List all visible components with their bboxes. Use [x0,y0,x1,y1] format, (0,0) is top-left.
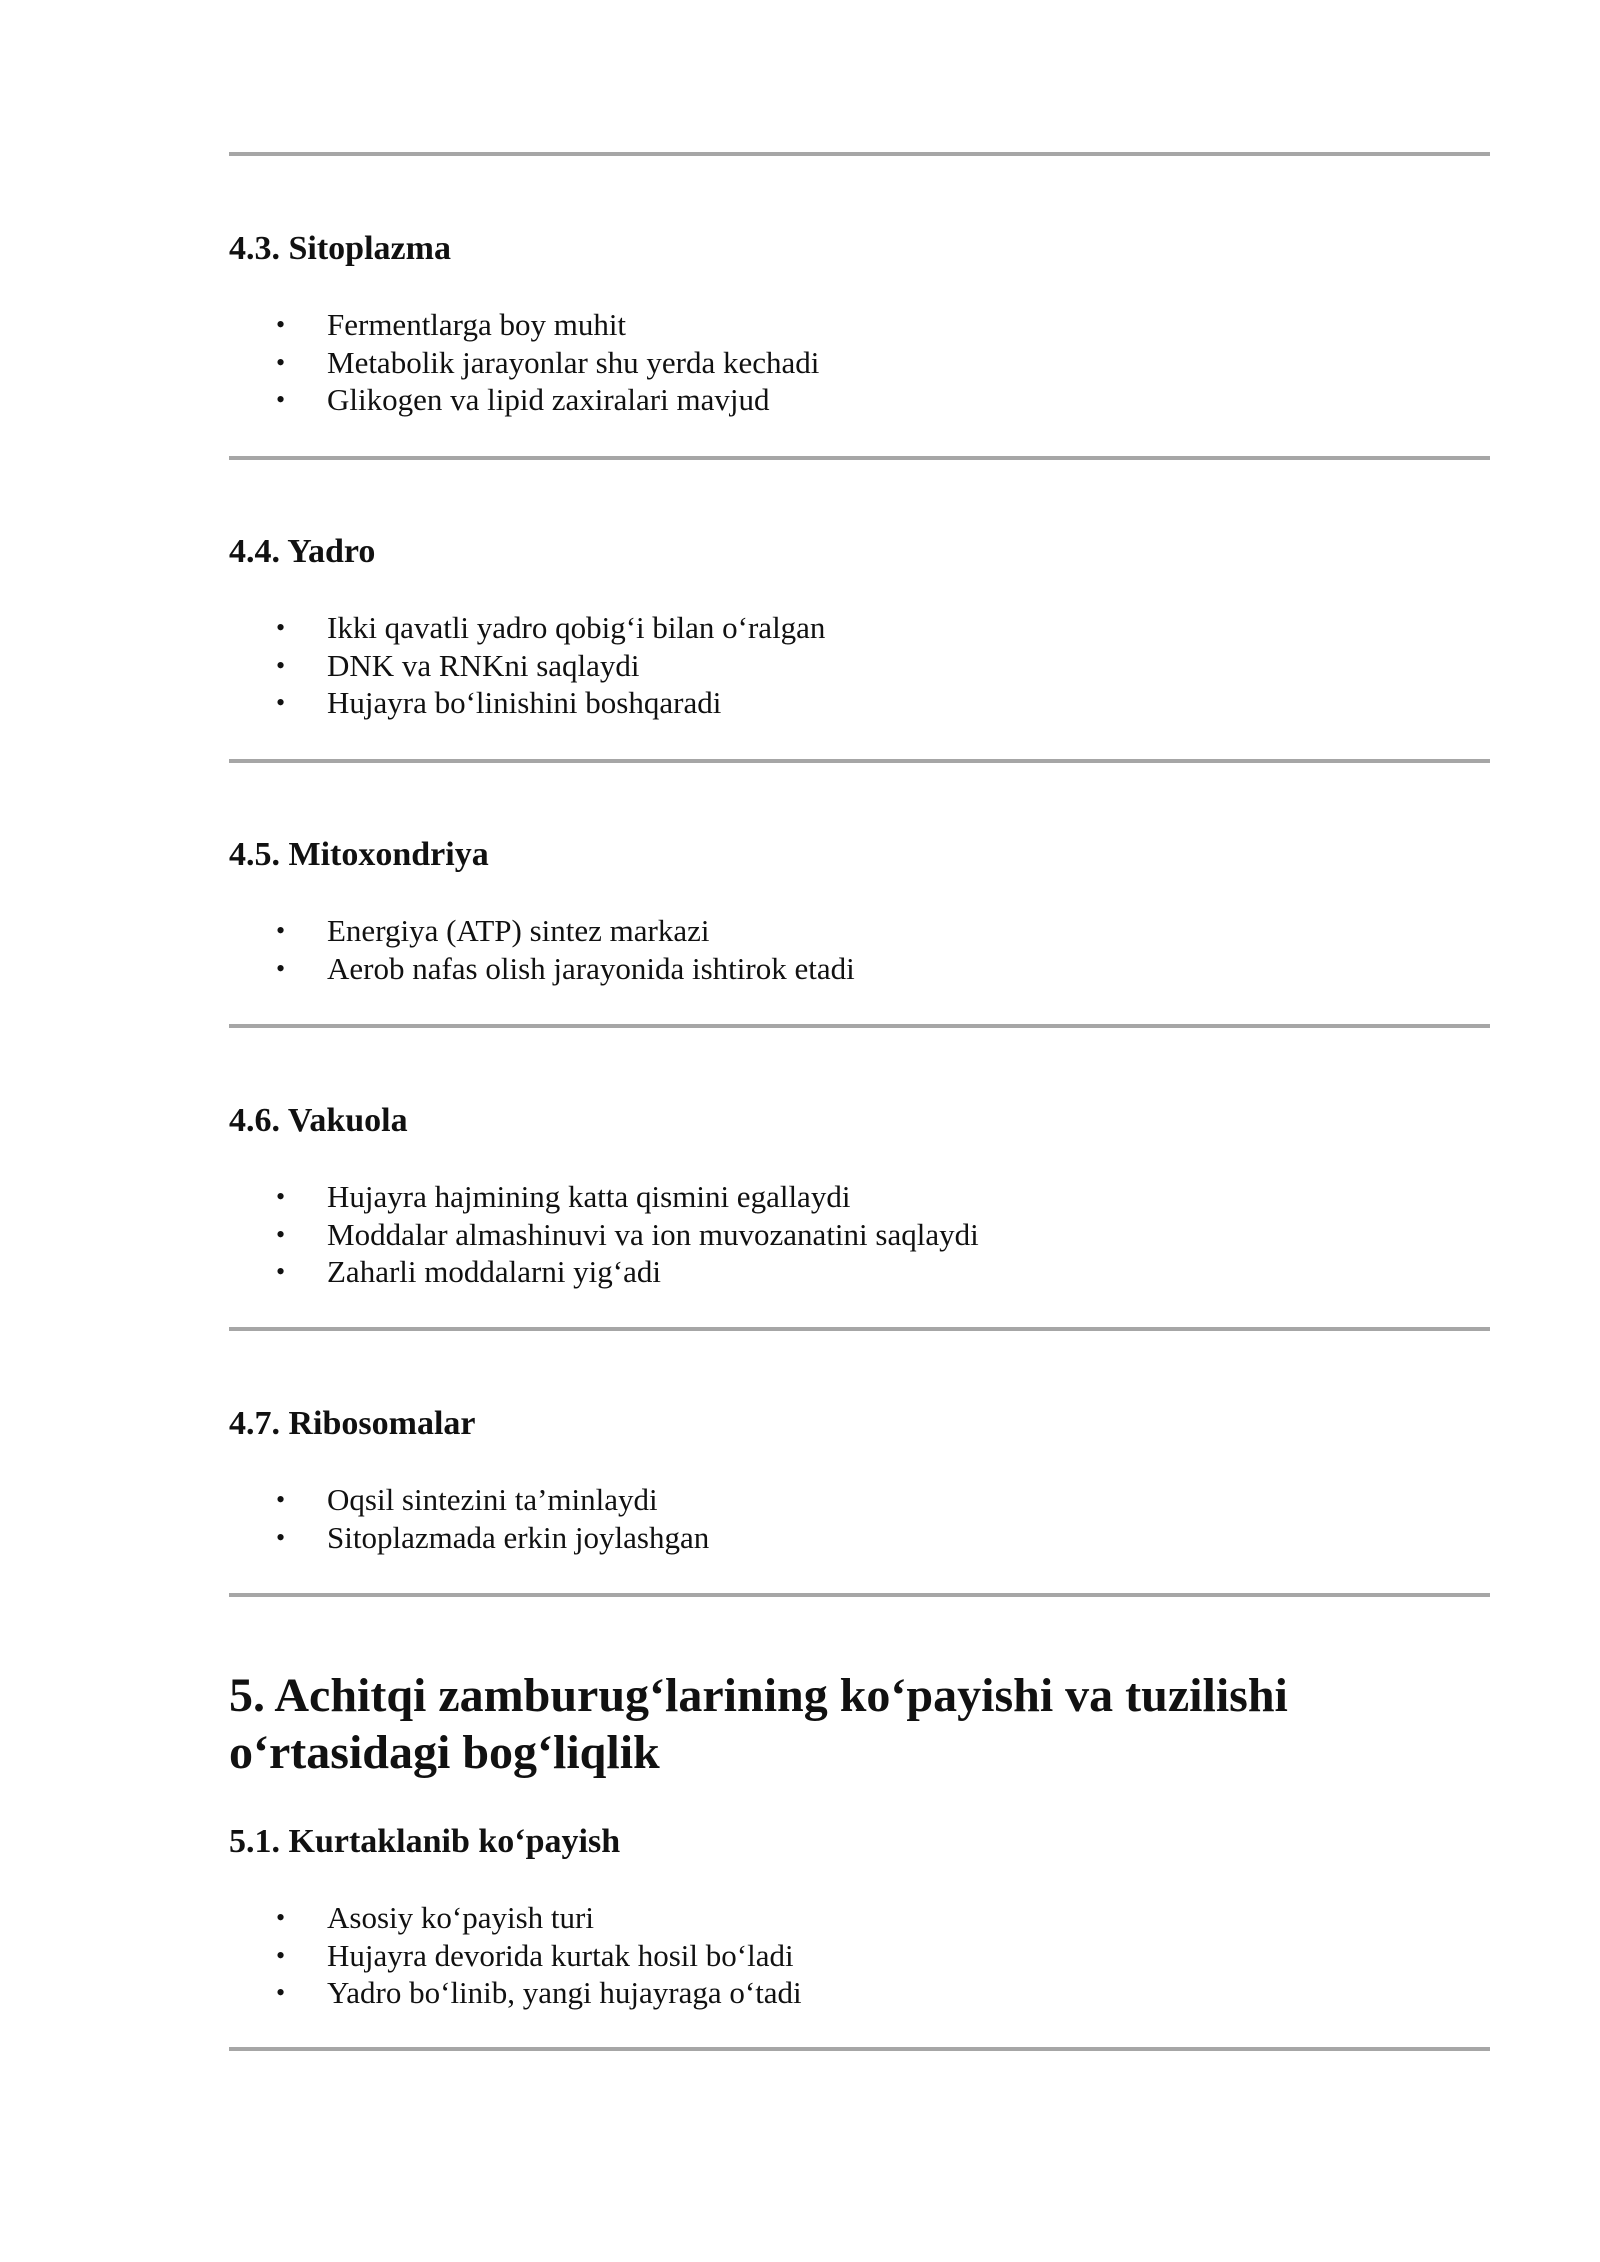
list-item-text: Yadro bo‘linib, yangi hujayraga o‘tadi [327,1975,802,2010]
section-heading: 4.3. Sitoplazma [229,230,451,267]
bullet-icon: • [276,385,286,414]
bullet-icon: • [276,688,286,717]
list-item-text: Hujayra hajmining katta qismini egallaydi [327,1179,851,1214]
list-item-text: Oqsil sintezini ta’minlaydi [327,1482,658,1517]
list-item-text: Hujayra devorida kurtak hosil bo‘ladi [327,1937,794,1973]
list-item-text: Energiya (ATP) sintez markazi [327,913,710,948]
horizontal-rule [229,1327,1490,1331]
list-item-text: Zaharli moddalarni yig‘adi [327,1254,661,1289]
list-item-text: Moddalar almashinuvi va ion muvozanatini saqlaydi [327,1216,979,1252]
list-item-text: Hujayra bo‘linishini boshqaradi [327,685,722,720]
horizontal-rule [229,152,1490,156]
bullet-icon: • [276,916,286,945]
list-item-text: Asosiy ko‘payish turi [327,1900,594,1935]
section-heading: 4.6. Vakuola [229,1102,408,1139]
bullet-icon: • [276,310,286,339]
section-heading: 4.4. Yadro [229,533,376,570]
chapter-title: 5. Achitqi zamburug‘larining ko‘payishi va tuzilishi o‘rtasidagi bog‘liqlik [229,1669,1288,1779]
horizontal-rule [229,1593,1490,1597]
section-heading: 5.1. Kurtaklanib ko‘payish [229,1823,621,1860]
list-item-text: DNK va RNKni saqlaydi [327,647,640,683]
section-heading: 4.7. Ribosomalar [229,1405,476,1442]
bullet-icon: • [276,613,286,642]
bullet-icon: • [276,1485,286,1514]
bullet-icon: • [276,1522,286,1552]
list-item-text: Metabolik jarayonlar shu yerda kechadi [327,344,820,380]
list-item-text: Fermentlarga boy muhit [327,307,627,342]
horizontal-rule [229,2047,1490,2051]
bullet-icon: • [276,650,286,680]
horizontal-rule [229,759,1490,763]
bullet-icon: • [276,1978,286,2007]
list-item-text: Aerob nafas olish jarayonida ishtirok etadi [327,950,855,986]
horizontal-rule [229,456,1490,460]
horizontal-rule [229,1024,1490,1028]
list-item-text: Sitoplazmada erkin joylashgan [327,1519,710,1555]
bullet-icon: • [276,1182,286,1211]
bullet-icon: • [276,1903,286,1932]
bullet-icon: • [276,347,286,377]
bullet-icon: • [276,1940,286,1970]
bullet-icon: • [276,1219,286,1249]
bullet-icon: • [276,1257,286,1286]
bullet-icon: • [276,953,286,983]
list-item-text: Ikki qavatli yadro qobig‘i bilan o‘ralgan [327,610,826,645]
list-item-text: Glikogen va lipid zaxiralari mavjud [327,382,770,417]
section-heading: 4.5. Mitoxondriya [229,836,489,873]
